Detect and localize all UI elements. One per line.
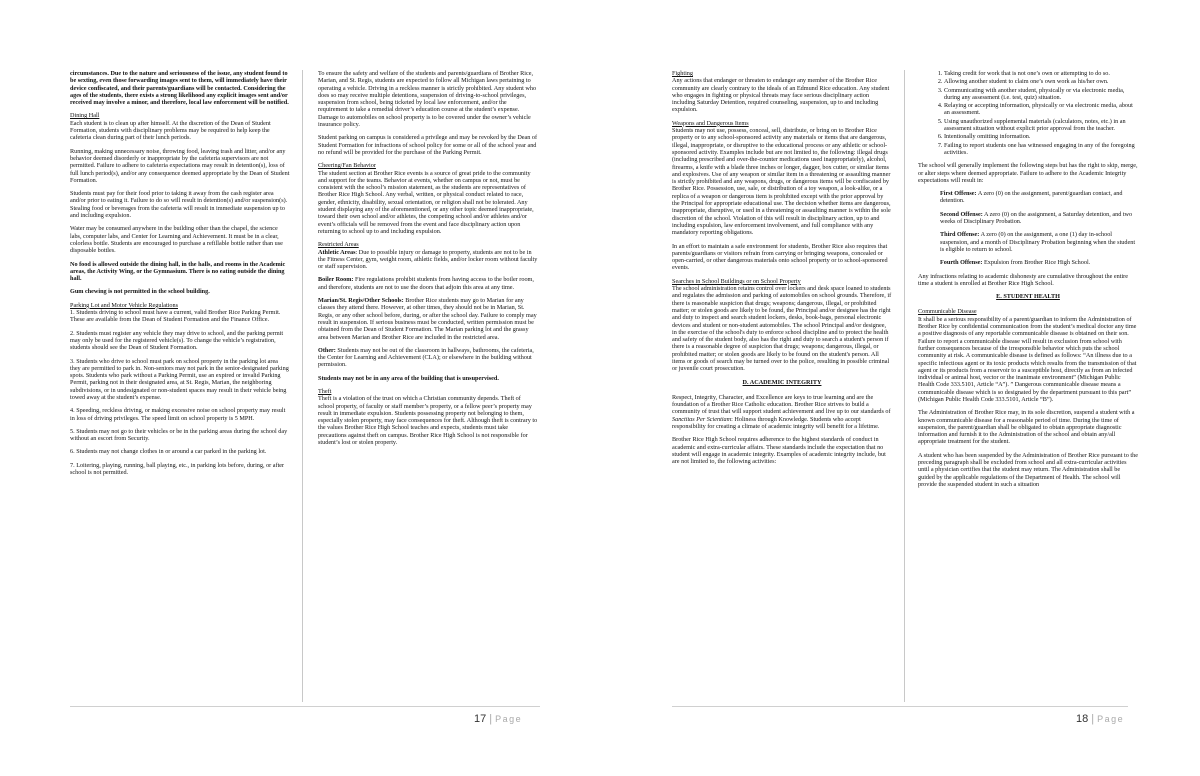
- third-offense: Third Offense: A zero (0) on the assignment, a one (1) day in-school suspension, and a month of Disciplinary Probation beginning when the student is eligible to return to school.: [940, 231, 1136, 253]
- athletic-areas-label: Athletic Areas: [318, 248, 356, 256]
- page-footer: 18 | Page: [1076, 713, 1125, 725]
- page-18: [600, 0, 1200, 776]
- dining-hall-heading: Dining Hall: [70, 112, 100, 120]
- vehicle-safety-paragraph: To ensure the safety and welfare of the students and parents/guardians of Brother Rice, Marian, and St. Regis, students are expected to follow all Michigan laws pertaining to operating a vehicle. Driving in a reckless manner is strictly prohibited. Any student who does so may receive multiple detentions, suspension of driving-to-school privileges, suspension from school, being ticketed by local law enforcement, and/or the requirement to take a remedial driver’s education course at the student’s expense. Damage to automobiles on school property is to be covered under the owner’s vehicle insurance policy.: [318, 70, 537, 129]
- safe-environment-paragraph: In an effort to maintain a safe environment for students, Brother Rice also requires that parents/guardians or visitors refrain from carrying or bringing weapons, concealed or open-carried, or other dangerous materials onto school property or to school-sponsored events.: [672, 242, 888, 272]
- column-divider: [904, 70, 905, 702]
- parking-section: [70, 302, 290, 324]
- other-text: Students may not be out of the classroom in hallways, bathrooms, the cafeteria, the Center for Learning and Achievement (CLA); or elsewhere in the building without permission.: [318, 346, 534, 369]
- list-item: 4. Relaying or accepting information, physically or via electronic media, about an assessment.: [944, 102, 1138, 117]
- searches-section: [672, 278, 892, 373]
- cheering-heading: Cheering/Fan Behavior: [318, 162, 376, 170]
- unsupervised-paragraph: Students may not be in any area of the building that is unsupervised.: [318, 374, 499, 382]
- parking-heading: Parking Lot and Motor Vehicle Regulations: [70, 301, 178, 309]
- cheering-paragraph: The student section at Brother Rice events is a source of great pride to the community and support for the teams. Behavior at events, whether on campus or not, must be consistent with the school’s mission statement, as the students are representatives of Brother Rice High School. Any verbal, written, or physical conduct related to race, gender, ethnicity, disability, sexual orientation, or religion shall not be tolerated. Any student displaying any of the aforementioned, or any other topic deemed inappropriate, toward their own school and/or athletes, the competing school and/or athletes and/or event’s officials will be removed from the event and face disciplinary action upon returning to school up to and including expulsion.: [318, 169, 534, 235]
- communicable-disease-paragraph: It shall be a serious responsibility of a parent/guardian to inform the Administration of Brother Rice by confidential communication from the student’s medical doctor any time a positive diagnosis of any reportable communicable disease is obtained on their son. Failure to report a communicable disease will result in exclusion from school with further consequences because of the irresponsible behavior which puts the school community at risk. A communicable disease is defined as follows: “An illness due to a specific infectious agent or its toxic products which results from the transmission of that agent or its products from a reservoir to a susceptible host, directly as from an infected individual or animal host, vector or the inanimate environment” (Michigan Public Health Code 333.5101, Article “A”). ” Dangerous communicable disease means a communicable disease which is so designated by the department pursuant to this part” (Michigan Public Health Code 333.5101, Article “B”).: [918, 315, 1137, 403]
- theft-paragraph: Theft is a violation of the trust on which a Christian community depends. Theft of school property, of faculty or staff member’s property, or a fellow peer’s property may result in immediate expulsion. Students possessing property not belonging to them, especially stolen property, may face consequences for theft. Although theft is contrary to the values Brother Rice High School teaches and expects, students must take precautions against theft on campus. Brother Rice High School is not responsible for student’s lost or stolen property.: [318, 395, 538, 447]
- sexting-paragraph: circumstances. Due to the nature and seriousness of the issue, any student found to be sexting, even those forwarding images sent to them, will immediately have their device confiscated, and their parents/guardians will be contacted. Considering the ages of the students, there exists a strong likelihood any explicit images sent and/or received may involve a minor, and therefore, local law enforcement will be notified.: [70, 70, 289, 107]
- boiler-room-paragraph: [318, 276, 538, 291]
- gum-paragraph: Gum chewing is not permitted in the school building.: [70, 288, 210, 296]
- footer-rule: [672, 706, 1128, 707]
- page-footer: 17 | Page: [474, 713, 523, 725]
- other-schools-text: Brother Rice students may go to Marian for any classes they attend there. However, at other times, they should not be in Marian, St. Regis, or any other school before, during, or after the school day. Failure to comply may result in suspension. If serious business must be conducted, written permission must be obtained from the Dean of Student Formation. The Marian parking lot and the grassy area between Marian and Brother Rice are included in the restricted area.: [318, 297, 537, 341]
- column-1: [70, 70, 290, 482]
- list-item: 1. Taking credit for work that is not one’s own or attempting to do so.: [944, 70, 1138, 77]
- boiler-room-text: Fire regulations prohibit students from having access to the boiler room, and therefore, students are not to use the doors that adjoin this area at any time.: [318, 276, 534, 291]
- dining-paragraph-3: Students must pay for their food prior to taking it away from the cash register area and/or prior to eating it. Failure to do so will result in detention(s) and/or suspension(s). Stealing food or beverages from the cafeteria will result in immediate suspension up to and including expulsion.: [70, 190, 288, 220]
- theft-heading: Theft: [318, 387, 332, 395]
- academic-paragraph-2: Brother Rice High School requires adherence to the highest standards of conduct in academic and extra-curricular affairs. These standards include the expectation that no student will engage in academic integrity. Examples of academic integrity include, but are not limited to, the following activities:: [672, 436, 886, 466]
- list-item: 5. Using unauthorized supplemental materials (calculators, notes, etc.) in an assessment situation without explicit prior approval from the teacher.: [944, 118, 1138, 133]
- exclusion-paragraph: A student who has been suspended by the Administration of Brother Rice pursuant to the preceding paragraph shall be excluded from school and all extra-curricular activities until a physician certifies that the student may return. The Administration shall be guided by the applicable regulations of the Department of Health. The school will provide the suspended student in such a situation: [918, 451, 1138, 488]
- list-item: 3. Communicating with another student, physically or via electronic media, during any assessment (i.e. test, quiz) situation.: [944, 87, 1138, 102]
- page-word: Page: [495, 714, 523, 724]
- boiler-room-label: Boiler Room:: [318, 276, 354, 284]
- column-2: [318, 70, 538, 452]
- dining-hall-section: [70, 112, 290, 141]
- footer-rule: [70, 706, 540, 707]
- motto-text: Sanctitas Per Scientiam: [672, 415, 732, 423]
- no-food-paragraph: No food is allowed outside the dining hall, in the halls, and rooms in the Academic areas, the Activity Wing, or the Gymnasium. There is no eating outside the dining hall.: [70, 260, 286, 283]
- column-3: [672, 70, 892, 472]
- column-4: [918, 70, 1138, 494]
- page-word: Page: [1097, 714, 1125, 724]
- athletic-areas-text: : Due to possible injury or damage to property, students are not to be in the Fitness Center, gym, weight room, athletic fields, and/or locker room without faculty or staff supervision.: [318, 248, 538, 271]
- page-number: 18: [1076, 713, 1089, 725]
- cheering-section: [318, 162, 538, 235]
- parking-item-3: 3. Students who drive to school must park on school property in the parking lot area they are permitted to park in. Non-seniors may not park in the senior-designated parking spots. Students who park without a Parking Permit, use an expired or invalid Parking Permit, parking not in their designated area, at St. Regis, Marian, the neighboring subdivisions, or in undesignated or non-student spaces may result in their vehicle being towed away at the student’s expense.: [70, 357, 289, 401]
- parking-item-1: 1. Students driving to school must have a current, valid Brother Rice Parking Permit. These are available from the Dean of Student Formation and the Finance Office.: [70, 309, 281, 324]
- second-offense: Second Offense: A zero (0) on the assignment, a Saturday detention, and two weeks of Disciplinary Probation.: [940, 210, 1133, 226]
- communicable-disease-section: [918, 308, 1138, 403]
- fourth-offense: Fourth Offense: Expulsion from Brother Rice High School.: [940, 259, 1091, 267]
- integrity-violations-list: [918, 70, 1138, 156]
- academic-paragraph-1: Respect, Integrity, Character, and Excellence are keys to true learning and are the foundation of a Brother Rice Catholic education. Brother Rice strives to build a community of trust that will support student achievement and live up to our standards of Sanctitas Per Scientiam: Holiness through Knowledge. Students who accept responsibility for creating a climate of academic integrity will benefit for a lifetime.: [672, 393, 891, 431]
- page-number: 17: [474, 713, 487, 725]
- restricted-areas-section: [318, 241, 538, 270]
- list-item: 7. Failing to report students one has witnessed engaging in any of the foregoing activities.: [944, 142, 1138, 157]
- academic-integrity-heading: D. ACADEMIC INTEGRITY: [742, 378, 822, 386]
- other-schools-paragraph: [318, 297, 538, 341]
- other-paragraph: [318, 347, 538, 369]
- searches-paragraph: The school administration retains control over lockers and desk space loaned to students and regulates the admission and parking of automobiles on school grounds. Therefore, if there is reasonable suspicion that drugs; weapons; dangerous, illegal, or prohibited matter; or stolen goods are likely to be found, the Principal and/or designee has the right and duty to inspect and search student lockers, desks, book-bags, personal electronic devices and student or non-student automobiles. The school Principal and/or designee, in the exercise of the school's duty to enforce school discipline and to protect the health and safety of the student body, also has the right and duty to search a student's person if there is a reasonable degree of suspicion that drugs; weapons; dangerous, illegal, or prohibited matter; or stolen goods are likely to be found on the student's person. All items or goods of search may be turned over to the police, resulting in possible criminal or juvenile court prosecution.: [672, 285, 892, 373]
- parking-privilege-paragraph: Student parking on campus is considered a privilege and may be revoked by the Dean of Student Formation for infractions of school policy for some or all of the school year and no refund will be provided for the purchase of the Parking Permit.: [318, 134, 538, 156]
- parking-item-4: 4. Speeding, reckless driving, or making excessive noise on school property may result in loss of driving privileges. The speed limit on school property is 5 MPH.: [70, 407, 286, 422]
- weapons-heading: Weapons and Dangerous Items: [672, 119, 749, 127]
- parking-item-6: 6. Students may not change clothes in or around a car parked in the parking lot.: [70, 448, 267, 456]
- cumulative-paragraph: Any infractions relating to academic dishonesty are cumulative throughout the entire time a student is enrolled at Brother Rice High School.: [918, 272, 1128, 287]
- parking-item-5: 5. Students may not go to their vehicles or be in the parking areas during the school day without an escort from Security.: [70, 427, 288, 443]
- dining-paragraph-1: Each student is to clean up after himself. At the discretion of the Dean of Student Formation, students with disciplinary problems may be required to help keep the cafeteria clean during part of their lunch periods.: [70, 119, 271, 142]
- student-health-heading: E. STUDENT HEALTH: [996, 293, 1060, 301]
- first-offense: First Offense: A zero (0) on the assignment, parent/guardian contact, and detention.: [940, 190, 1123, 205]
- parking-item-7: 7. Loitering, playing, running, ball playing, etc., in parking lots before, during, or after school is not permitted.: [70, 461, 285, 477]
- dining-paragraph-4: Water may be consumed anywhere in the building other than the chapel, the science labs, computer labs, and Center for Learning and Achievement. It must be in a clear, colorless bottle. Students are encouraged to purchase a refillable bottle rather than use disposable bottles.: [70, 225, 283, 255]
- weapons-paragraph: Students may not use, possess, conceal, sell, distribute, or bring on to Brother Rice property or to any school-sponsored activity any materials or items that are dangerous, illegal, inappropriate, or disruptive to the educational process or any athletic or school-sponsored activity. Examples include but are not limited to, the following: illegal drugs (including prescribed and over-the-counter medications used inappropriately), alcohol, firearms, a knife with a blade three inches or longer, dagger, box cutter, or similar items and explosives. Use of any weapon or similar item in a threatening or assaulting manner is strictly prohibited and any weapons, drugs, or dangerous items will be confiscated by Brother Rice. Possession, use, sale, or distribution of a toy weapon, a look-alike, or a replica of a weapon or dangerous item is prohibited except with the prior approval by the Principal for appropriate educational use. The decision whether items are dangerous, inappropriate, disruptive, or used in a threatening or assaulting manner is within the sole discretion of the school. Violation of this will result in disciplinary action, up to and including expulsion, law enforcement involvement, and full compliance with any mandatory reporting obligations.: [672, 127, 891, 237]
- theft-section: [318, 388, 538, 446]
- list-item: 6. Intentionally omitting information.: [944, 133, 1138, 140]
- parking-item-2: 2. Students must register any vehicle they may drive to school, and the parking permit may only be used for the registered vehicle(s). To change the vehicle’s registration, students should see the Dean of Student Formation.: [70, 329, 284, 352]
- list-item: 2. Allowing another student to claim one’s own work as his/her own.: [944, 78, 1138, 85]
- communicable-disease-heading: Communicable Disease: [918, 308, 977, 316]
- fighting-paragraph: Any actions that endanger or threaten to endanger any member of the Brother Rice community are clearly contrary to the ideals of an Edmund Rice education. Any student who engages in fighting or physical threats may face serious disciplinary action including Saturday Detention, required counseling, suspension, up to and including expulsion.: [672, 77, 890, 114]
- steps-paragraph: The school will generally implement the following steps but has the right to skip, merge, or alter steps where deemed appropriate. Failure to adhere to the Academic Integrity expectations will result in:: [918, 162, 1138, 184]
- searches-heading: Searches in School Buildings or on School Property: [672, 277, 801, 285]
- fighting-section: [672, 70, 892, 114]
- restricted-areas-heading: Restricted Areas: [318, 241, 359, 249]
- dining-paragraph-2: Running, making unnecessary noise, throwing food, leaving trash and litter, and/or any behavior deemed disorderly or inappropriate by the cafeteria supervisors are not permitted. Failure to adhere to cafeteria expectations may result in detention(s), loss of full lunch period(s), and/or any consequence deemed appropriate by the Dean of Student Formation.: [70, 147, 290, 184]
- weapons-section: [672, 120, 892, 237]
- column-divider: [302, 70, 303, 702]
- other-schools-label: Marian/St. Regis/Other Schools:: [318, 297, 404, 305]
- other-label: Other:: [318, 346, 336, 354]
- fighting-heading: Fighting: [672, 70, 693, 77]
- suspension-paragraph: The Administration of Brother Rice may, in its sole discretion, suspend a student with a known communicable disease for a reasonable period of time. During the time of suspension, the parent/guardian shall be obligated to obtain appropriate diagnostic information and furnish it to the Administration of the school and obtain any/all appropriate treatment for the student.: [918, 409, 1135, 446]
